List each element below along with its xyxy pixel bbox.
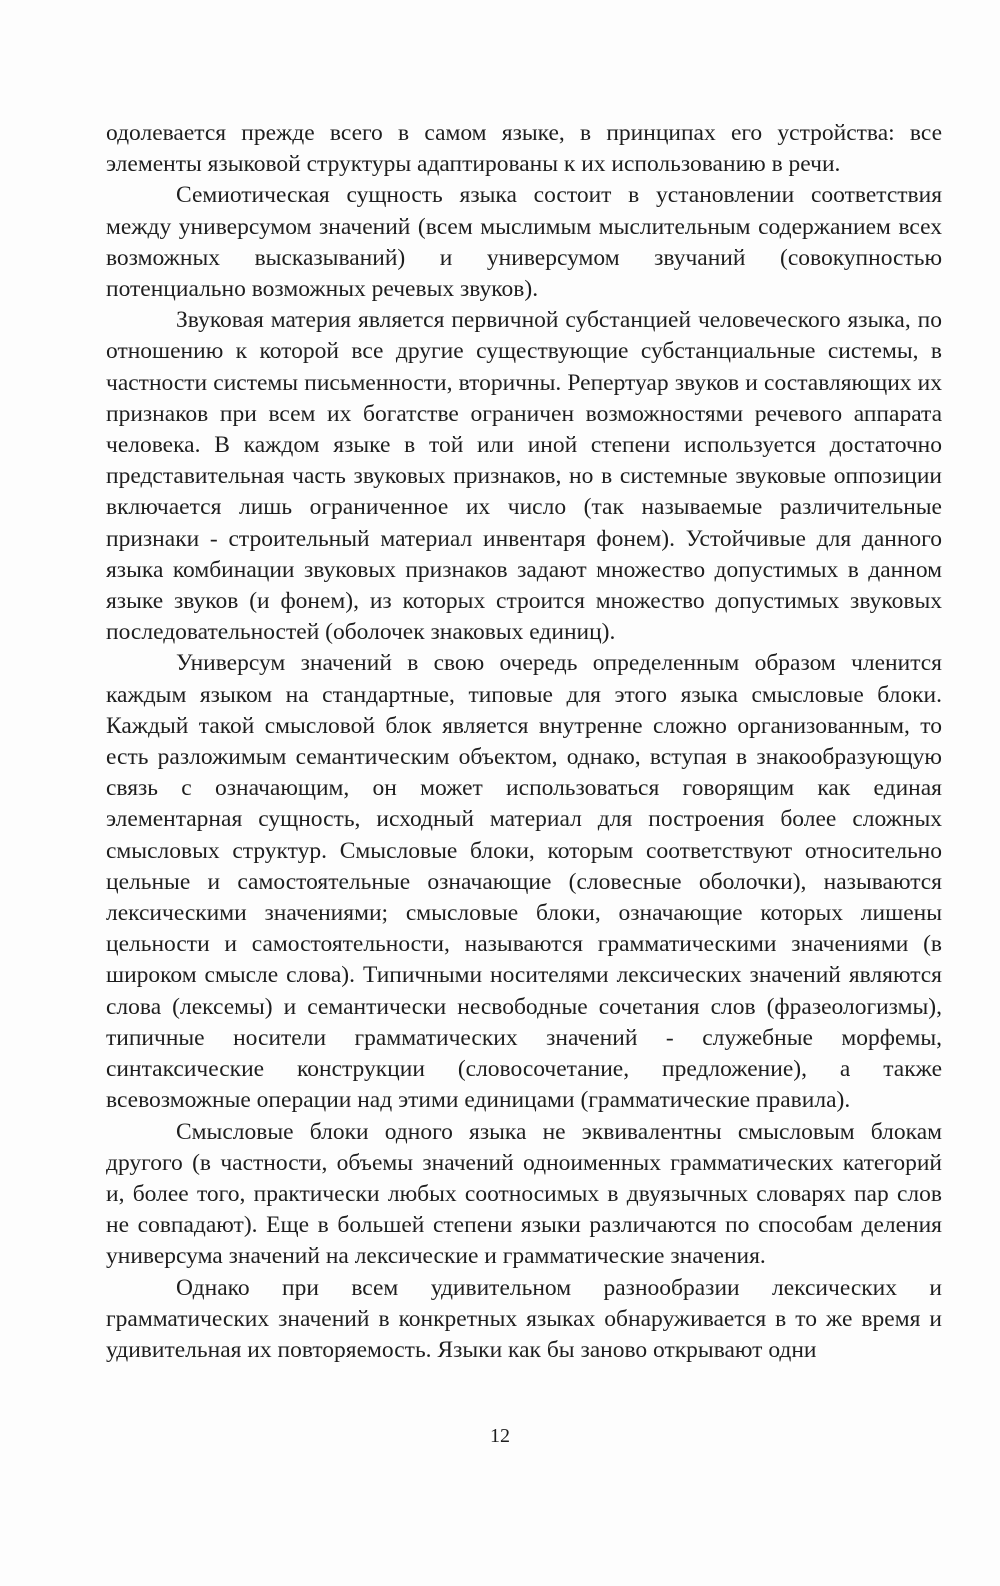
paragraph: Звуковая материя является первичной субстанцией человеческого языка, по отношению к которой все другие существующие субстанциальные системы, в частности системы письменности, вторичны. Репертуар звуков и составляющих их признаков при всем их богатстве ограничен возможностями речевого аппарата человека. В каждом языке в той или иной степени используется достаточно представительная часть звуковых признаков, но в системные звуковые оппозиции включается лишь ограниченное их число (так называемые различительные признаки - строительный материал инвентаря фонем). Устойчивые для данного языка комбинации звуковых признаков задают множество допустимых в данном языке звуков (и фонем), из которых строится множество допустимых звуковых последовательностей (оболочек знаковых единиц). [106,307,942,646]
paragraph-continued: одолевается прежде всего в самом языке, в принципах его устройства: все элементы языковой структуры адаптированы к их использованию в речи. [106,120,942,178]
page-number: 12 [490,1425,510,1447]
paragraph: Смысловые блоки одного языка не эквивалентны смысловым блокам другого (в частности, объемы значений одноименных грамматических категорий и, более того, практически любых соотносимых в двуязычных словарях пар слов не совпадают). Еще в большей степени языки различаются по способам деления универсума значений на лексические и грамматические значения. [106,1118,942,1270]
body-text [106,118,942,1366]
paragraph: Семиотическая сущность языка состоит в установлении соответствия между универсумом значений (всем мыслимым мыслительным содержанием всех возможных высказываний) и универсумом звучаний (совокупностью потенциально возможных речевых звуков). [106,182,942,303]
paragraph: Однако при всем удивительном разнообразии лексических и грамматических значений в конкретных языках обнаруживается в то же время и удивительная их повторяемость. Языки как бы заново открывают одни [106,1274,942,1363]
paragraph: Универсум значений в свою очередь определенным образом членится каждым языком на стандартные, типовые для этого языка смысловые блоки. Каждый такой смысловой блок является внутренне сложно организованным, то есть разложимым семантическим объектом, однако, вступая в знакообразующую связь с означающим, он может использоваться говорящим как единая элементарная сущность, исходный материал для построения более сложных смысловых структур. Смысловые блоки, которым соответствуют относительно цельные и самостоятельные означающие (словесные оболочки), называются лексическими значениями; смысловые блоки, означающие которых лишены цельности и самостоятельности, называются грамматическими значениями (в широком смысле слова). Типичными носителями лексических значений являются слова (лексемы) и семантически несвободные сочетания слов (фразеологизмы), типичные носители грамматических значений - служебные морфемы, синтаксические конструкции (словосочетание, предложение), а также всевозможные операции над этими единицами (грамматические правила). [106,650,942,1114]
